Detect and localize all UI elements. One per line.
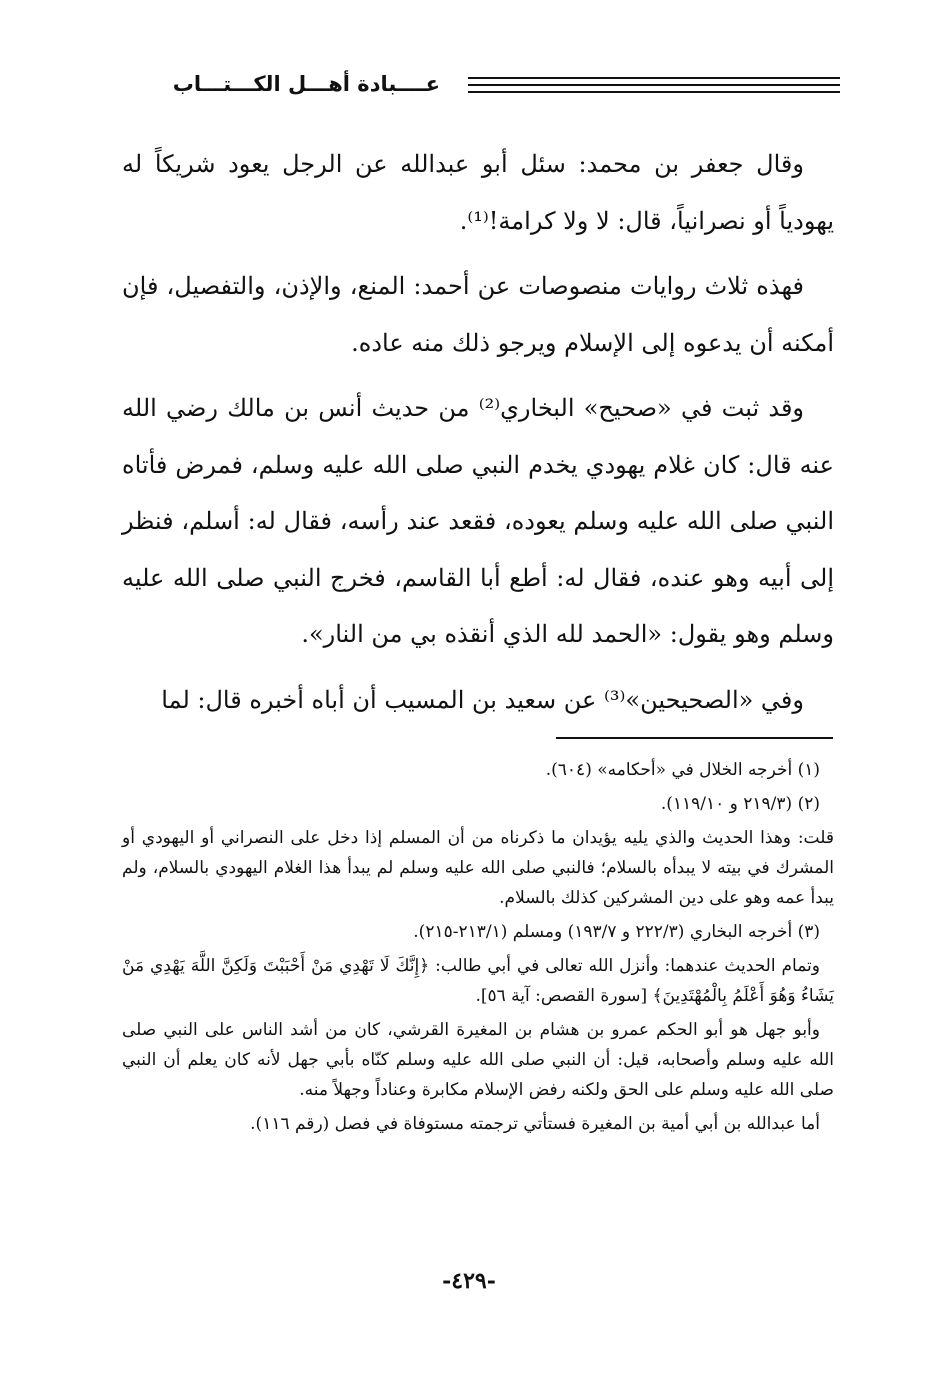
running-header-title: عــــبادة أهـــل الكـــتـــاب [172, 72, 440, 96]
main-text [122, 136, 834, 728]
header-rule [468, 77, 840, 79]
footnote: (١) أخرجه الخلال في «أحكامه» (٦٠٤). [545, 760, 820, 780]
footnote-comment: قلت: وهذا الحديث والذي يليه يؤيدان ما ذكرناه من أن المسلم إذا دخل على النصراني أو اليهودي أو المشرك في بيته لا يبدأه بالسلام؛ فالنبي صلى الله عليه وسلم لم يبدأ هذا الغلام اليهودي بالسلام، ولم يبدأ عمه وهو على دين المشركين كذلك بالسلام. [122, 828, 834, 908]
page-number: -٤٢٩- [442, 1268, 496, 1294]
footnotes [122, 755, 834, 1143]
running-header [120, 66, 840, 106]
body-paragraph: وفي «الصحيحين»⁽³⁾ عن سعيد بن المسيب أن أباه أخبره قال: لما [161, 685, 804, 714]
footnote-comment: وأبو جهل هو أبو الحكم عمرو بن هشام بن المغيرة القرشي، كان من أشد الناس على النبي صلى الله عليه وسلم وأصحابه، قيل: أن النبي صلى الله عليه وسلم كنّاه بأبي جهل لأنه كان يعلم أن النبي صلى الله عليه وسلم على الحق ولكنه رفض الإسلام مكابرة وعناداً وجهلاً منه. [122, 1020, 834, 1100]
footnote-comment: وتمام الحديث عندهما: وأنزل الله تعالى في أبي طالب: ﴿إِنَّكَ لَا تَهْدِي مَنْ أَحْبَبْتَ وَلَكِنَّ اللَّهَ يَهْدِي مَنْ يَشَاءُ وَهُوَ أَعْلَمُ بِالْمُهْتَدِينَ﴾ [سورة القصص: آية ٥٦]. [122, 956, 834, 1006]
body-paragraph: فهذه ثلاث روايات منصوصات عن أحمد: المنع، والإذن، والتفصيل، فإن أمكنه أن يدعوه إلى الإسلام ويرجو ذلك منه عاده. [122, 272, 834, 357]
body-paragraph: وقد ثبت في «صحيح» البخاري⁽²⁾ من حديث أنس بن مالك رضي الله عنه قال: كان غلام يهودي يخدم النبي صلى الله عليه وسلم، فمرض فأتاه النبي صلى الله عليه وسلم يعوده، فقعد عند رأسه، فقال له: أسلم، فنظر إلى أبيه وهو عنده، فقال له: أطع أبا القاسم، فخرج النبي صلى الله عليه وسلم وهو يقول: «الحمد لله الذي أنقذه بي من النار». [122, 394, 835, 648]
body-paragraph: وقال جعفر بن محمد: سئل أبو عبدالله عن الرجل يعود شريكاً له يهودياً أو نصرانياً، قال: لا ولا كرامة!⁽¹⁾. [122, 150, 834, 235]
footnote: (٢) (٢١٩/٣ و ١١٩/١٠). [660, 794, 820, 814]
header-rule [468, 91, 840, 93]
footnote: (٣) أخرجه البخاري (٢٢٢/٣ و ١٩٣/٧) ومسلم (٢١٣/١-٢١٥). [413, 922, 820, 942]
footnote-separator [556, 737, 833, 739]
footnote-comment: أما عبدالله بن أبي أمية بن المغيرة فستأتي ترجمته مستوفاة في فصل (رقم ١١٦). [250, 1114, 820, 1134]
header-rule [468, 84, 840, 86]
